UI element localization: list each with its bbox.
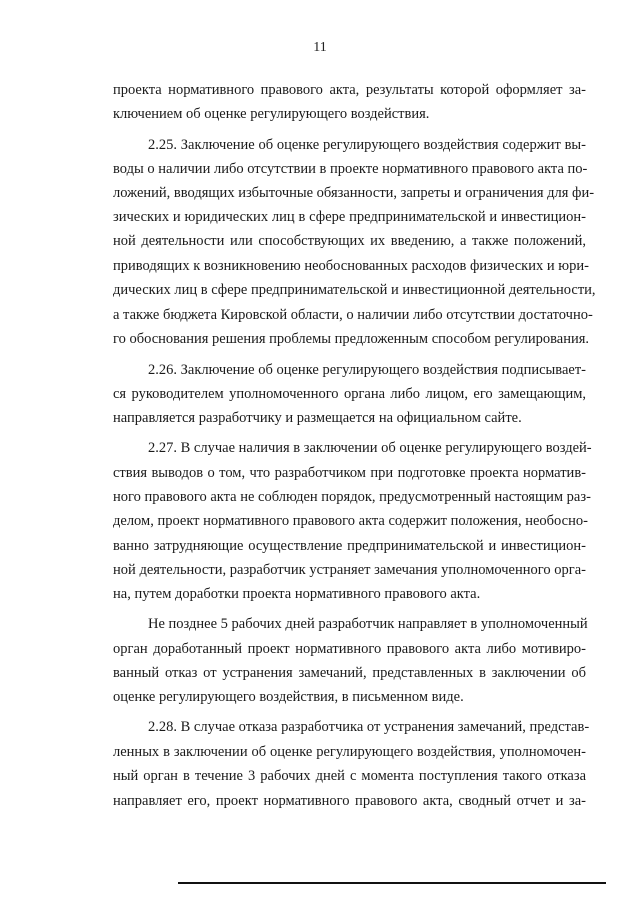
paragraph-2-27-line: 2.27. В случае наличия в заключении об оценке регулирующего воздей- (148, 440, 592, 456)
text-line: приводящих к возникновению необоснованных расходов физических и юри- (113, 258, 589, 274)
text-line: воды о наличии либо отсутствии в проекте нормативного правового акта по- (113, 161, 588, 177)
text-line: ной деятельности или способствующих их введению, а также положений, (113, 233, 586, 249)
text-line: орган доработанный проект нормативного правового акта либо мотивиро- (113, 641, 586, 657)
text-line: ключением об оценке регулирующего воздействия. (113, 106, 430, 122)
text-line: на, путем доработки проекта нормативного правового акта. (113, 586, 481, 602)
text-line: ванный отказ от устранения замечаний, представленных в заключении об (113, 665, 586, 681)
text-line: дических лиц в сфере предпринимательской и инвестиционной деятельности, (113, 282, 596, 298)
paragraph-deadline-line: Не позднее 5 рабочих дней разработчик направляет в уполномоченный (148, 616, 588, 632)
text-line: направляется разработчику и размещается на официальном сайте. (113, 410, 522, 426)
text-line: ложений, вводящих избыточные обязанности, запреты и ограничения для фи- (113, 185, 595, 201)
page-number: 11 (313, 40, 327, 55)
paragraph-2-26-line: 2.26. Заключение об оценке регулирующего воздействия подписывает- (148, 362, 586, 378)
text-line: ного правового акта не соблюден порядок, предусмотренный настоящим раз- (113, 489, 591, 505)
text-line: ной деятельности, разработчик устраняет замечания уполномоченного орга- (113, 562, 586, 578)
text-line: направляет его, проект нормативного правового акта, сводный отчет и за- (113, 793, 586, 809)
paragraph-2-28-line: 2.28. В случае отказа разработчика от устранения замечаний, представ- (148, 719, 590, 735)
text-line: делом, проект нормативного правового акта содержит положения, необосно- (113, 513, 588, 529)
text-line: ствия выводов о том, что разработчиком при подготовке проекта норматив- (113, 465, 586, 481)
text-line: ленных в заключении об оценке регулирующего воздействия, уполномочен- (113, 744, 586, 760)
text-line: ный орган в течение 3 рабочих дней с момента поступления такого отказа (113, 768, 586, 784)
text-line: ся руководителем уполномоченного органа либо лицом, его замещающим, (113, 386, 586, 402)
text-line: ванно затрудняющие осуществление предпринимательской и инвестицион- (113, 538, 586, 554)
text-line: го обоснования решения проблемы предложенным способом регулирования. (113, 331, 590, 347)
text-line: проекта нормативного правового акта, результаты которой оформляет за- (113, 82, 586, 98)
text-line: зических и юридических лиц в сфере предпринимательской и инвестицион- (113, 209, 586, 225)
text-line: оценке регулирующего воздействия, в письменном виде. (113, 689, 464, 705)
paragraph-2-25-line: 2.25. Заключение об оценке регулирующего воздействия содержит вы- (148, 137, 586, 153)
bottom-rule (178, 882, 606, 884)
text-line: а также бюджета Кировской области, о наличии либо отсутствии достаточно- (113, 307, 593, 323)
